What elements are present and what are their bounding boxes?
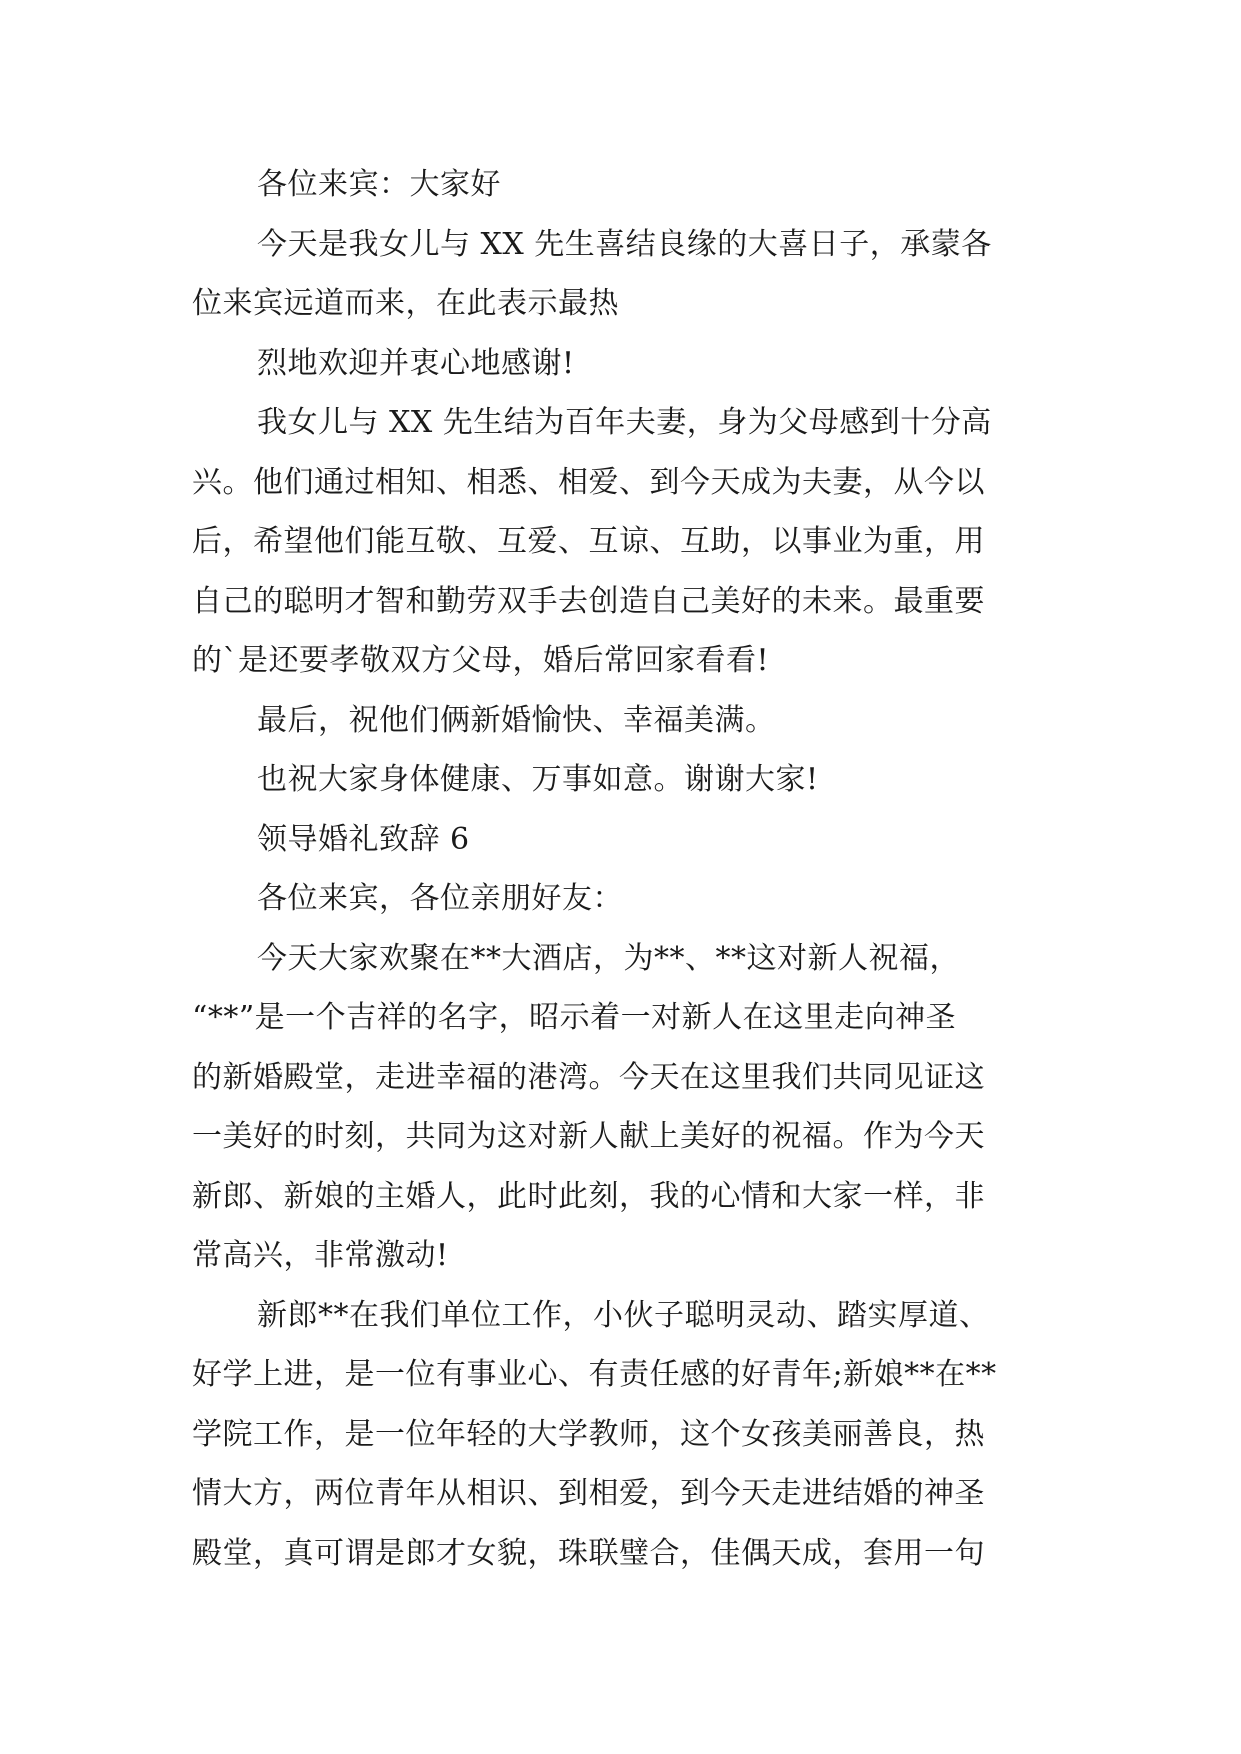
text-line: 自己的聪明才智和勤劳双手去创造自己美好的未来。最重要 — [192, 584, 985, 619]
text-line: 我女儿与 XX 先生结为百年夫妻，身为父母感到十分高 — [257, 405, 992, 440]
text-line: 今天大家欢聚在**大酒店，为**、**这对新人祝福， — [257, 941, 960, 976]
text-line: 新郎**在我们单位工作，小伙子聪明灵动、踏实厚道、 — [257, 1298, 990, 1333]
text-line: 一美好的时刻，共同为这对新人献上美好的祝福。作为今天 — [192, 1119, 985, 1154]
text-line: 今天是我女儿与 XX 先生喜结良缘的大喜日子，承蒙各 — [257, 227, 992, 262]
text-line: 各位来宾，各位亲朋好友： — [257, 881, 623, 916]
text-line: 的`是还要孝敬双方父母，婚后常回家看看! — [192, 643, 770, 678]
text-line: 常高兴，非常激动! — [192, 1238, 449, 1273]
text-line: 位来宾远道而来，在此表示最热 — [192, 286, 619, 321]
text-line: 新郎、新娘的主婚人，此时此刻，我的心情和大家一样，非 — [192, 1179, 985, 1214]
text-line: 最后，祝他们俩新婚愉快、幸福美满。 — [257, 703, 776, 738]
text-line: 烈地欢迎并衷心地感谢! — [257, 346, 575, 381]
text-line: 兴。他们通过相知、相悉、相爱、到今天成为夫妻，从今以 — [192, 465, 985, 500]
text-line: 好学上进，是一位有事业心、有责任感的好青年;新娘**在** — [192, 1357, 997, 1392]
text-line: 也祝大家身体健康、万事如意。谢谢大家! — [257, 762, 819, 797]
text-line: “**”是一个吉祥的名字，昭示着一对新人在这里走向神圣 — [192, 1000, 957, 1035]
text-line: 的新婚殿堂，走进幸福的港湾。今天在这里我们共同见证这 — [192, 1060, 985, 1095]
text-line: 情大方，两位青年从相识、到相爱，到今天走进结婚的神圣 — [192, 1476, 985, 1511]
text-line: 殿堂，真可谓是郎才女貌，珠联璧合，佳偶天成，套用一句 — [192, 1536, 985, 1571]
text-line: 学院工作，是一位年轻的大学教师，这个女孩美丽善良，热 — [192, 1417, 985, 1452]
text-line: 后，希望他们能互敬、互爱、互谅、互助，以事业为重，用 — [192, 524, 985, 559]
text-line: 各位来宾：大家好 — [257, 167, 501, 202]
section-heading: 领导婚礼致辞 6 — [257, 822, 470, 857]
